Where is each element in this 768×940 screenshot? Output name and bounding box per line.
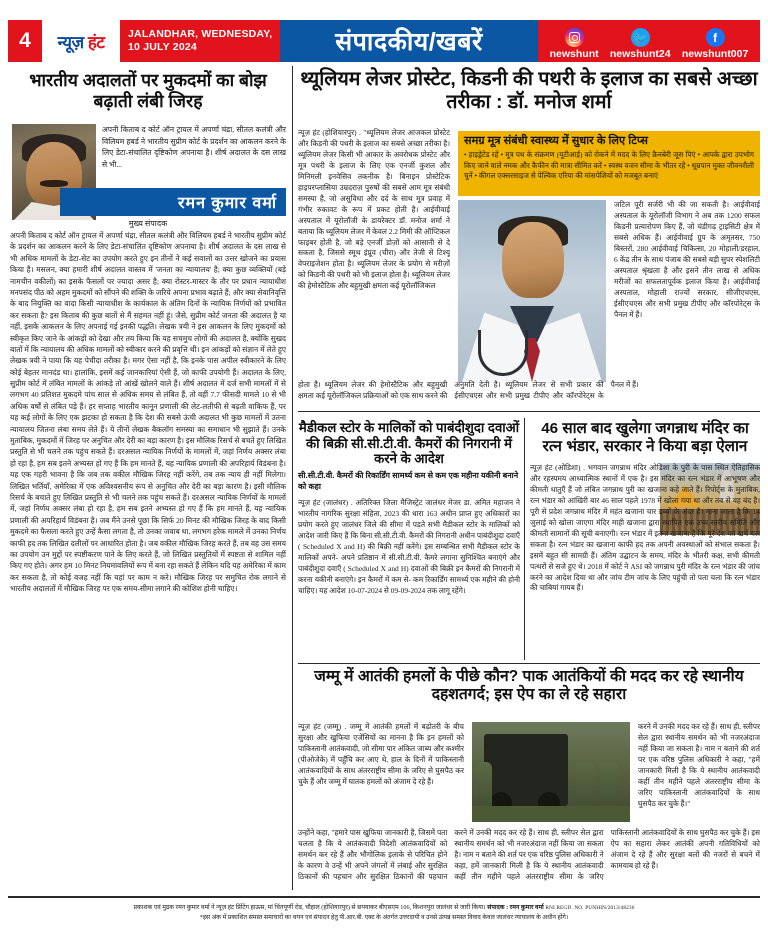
twitter-handle: newshunt24 (609, 48, 671, 60)
section-title: संपादकीय/खबरें (280, 20, 538, 62)
editorial-body: अपनी किताब द कोर्ट ऑन ट्रायल में अपर्णा चंद्रा, सीतल कलंत्री और विलियम हबर्ड ने भारतीय सुप्रीम कोर्ट के प्रदर्शन का आकलन करने के लिए डेटा-संचालित दृष्टिकोण अपनाया है। शीर्ष अदालत के दस लाख से भी अधिक मामलों के डेटा-सेट का उपयोग करते हुए इन तीनों ने कई सवालों का उत्तर खोजने का प्रयास किया है। मसलन, क्या हमारी शीर्ष अदालत वास्तव में 'जनता का न्यायालय' है; क्या कुछ व्यक्तियों (बड़े नामचीन वकीलों) का इसके फैसलों पर ज्यादा असर है; क्या रोस्टर-मास्टर के तौर पर प्रधान न्यायाधीश मनपसंद पीठ को अहम मुकदमों को सौंपने की शक्ति के जरिये अपना प्रभाव बढ़ाते हैं; और क्या सेवानिवृत्ति के बाद नियुक्ति का वादा किसी न्यायाधीश के कार्यकाल के अंतिम दिनों के न्यायिक निर्णयों को प्रभावित कर सकता है? इस किताब की कुछ बातों से मैं सहमत नहीं हूं। जैसे, सुप्रीम कोर्ट जनता की अदालत है या नहीं, इसके आकलन के लिए अपनाई गई इनकी पद्धति। लेखक त्रयी ने इस आकलन के लिए मुकदमों को स्वीकृत किए जाने के आंकड़ों को देखा और तय किया कि यह सचमुच लोगों की अदालत है, क्योंकि सुखद बातों में कि न्यायालय की अधिक मामलों को स्वीकार करने की प्रवृत्ति थी। इन आंकड़ों को संज्ञान में लेते हुए लेखक त्रयी ने पाया कि यह पेचीदा तरीका है। मगर ऐसा नहीं है, कि इनके पास अपील स्वीकारने के लिए कोई बेहतर मानदंड था। हालांकि, इसमें कई जानकारियां ऐसी हैं, जो काफी उपयोगी हैं। अदालत के लिए, सुप्रीम कोर्ट में लंबित मामलों के आंकड़े तो आंखें खोलने वाले हैं। शीर्ष अदालत में दर्ज सभी मामलों में से लगभग 40 प्रतिशत मुकदमे पांच साल से अधिक समय से लंबित हैं, तो वहीं 7.7 फीसदी मामले 10 से भी अधिक वर्षों से लंबित पड़े हैं। हर सप्ताह भारतीय कानून प्रणाली की लेट-लतीफी से बढ़ती वाकिफ हैं, पर यह कई लोगों के लिए एक झटका हो सकता है कि देश की सबसे ऊंची अदालत भी कुछ मामलों में उतना न्यायालय जितना लंबा समय लेते हैं। ये तीनों लेखक बैकलॉग समस्या का समाधान भी सुझाते हैं। उनके मुताबिक, मुकदमों में जिरह पर अनुचित और देरी का बड़ा कारण है। इस मौलिक रिसर्च से बचते हुए लिखित प्रस्तुति से भी चलने तक पहुंच सकते हैं। दरअसल न्यायिक निर्णयों के मामलों में, जहां निर्णय अक्सर लंबा हो रहा है, हम सब इतने अभ्यस्त हो गए हैं कि हम मानते हैं, यह न्यायिक प्रणाली की अपरिहार्य विडंबना है। यह एक गहरी भावना है कि जब तक वकील मौखिक जिरह नहीं करेंगे, तब तक न्याय ही नहीं मिलेगा। लिखित भर्तियाँ, अमेरिका में एक अविश्वसनीय रूप से अनुचित और देरी का बड़ा कारण है। इसी मौलिक रिसर्च के बचाते हुए लिखित प्रस्तुति से भी चलने तक पहुंच सकते हैं। दरअसल न्यायिक निर्णयों के मामलों में, जहां निर्णय अक्सर लंबा हो रहा है, हम सब इतने अभ्यस्त हो गए हैं कि हम मानते हैं, यह न्यायिक प्रणाली की अपरिहार्य विडंबना है। जब मैंने उनसे पूछा कि सिर्फ 20 मिनट की मौखिक जिरह के बाद किसी मुकदमे का फैसला करते हुए उन्हें कैसा लगता है, तो उनका जवाब था, लगभग हरेक मामले में उनका निर्णय काफी हद तक लिखित दलीलों पर आधारित होता है। जब वकील मौखिक जिरह करते हैं, तब वह उस समय का उपयोग उन मुद्दों पर स्पष्टीकरण पाने के लिए करते हैं, जो लिखित प्रस्तुतियों में स्पष्टता से शामिल नहीं किए गए होते। अगर हम 10 मिनट नियमावलियों रूप में बना रहा सकते हैं लेकिन यदि यह अमेरिका में काम कर सकता है, तो कोई वजह नहीं कि यहां पर काम न करे। मौखिक जिरह पर समुचित रोक लगाने से भारतीय अदालतों में मौखिक जिरह पर एक समय-सीमा लगाने की कोशिश होनी चाहिए। (10, 231, 286, 594)
instagram-handle: newshunt (549, 48, 599, 60)
health-tips-body: • हाइड्रेटेड रहें • मूत्र पथ के संक्रमण (यूटीआई) को रोकने में मदद के लिए क्रैनबेरी जूस पिएं • आपके द्वारा उपभोग किए जाने वाले नमक और कैफीन की मात्रा सीमित करें • स्वस्थ वजन सीमा के भीतर रहें • धूम्रपान मुक्त जीवनशैली चुनें • कीगल एक्सरसाइज से पेल्विक एरिया की मांसपेशियों को मजबूत बनाएं (464, 150, 754, 181)
facebook-icon[interactable]: f (706, 28, 725, 47)
social-handles (538, 20, 760, 62)
footer-editor-label: संपादक : रमन कुमार वर्मा (487, 904, 544, 911)
footer-line-2: *इस अंक में प्रकाशित समस्त समाचारों का चयन एवं संपादन हेतु पी.आर.बी. एक्ट के अंतर्गत उत्तरदायी व उनसे उत्पन्न समस्त विवाद केवल जालंधर न्यायालय के अधीन होंगे। (199, 913, 569, 921)
facebook-handle: newshunt007 (681, 48, 749, 60)
author-name: रमन कुमार वर्मा (177, 195, 277, 212)
column-divider-mid (524, 418, 525, 660)
footer-line-1 (8, 903, 760, 913)
medical-body-col3: होता है। थ्यूलियम लेजर की हेमोस्टैटिक और बहुमुखी क्षमता कई यूरोलॉजिकल प्रक्रियाओं को एक साथ करने की अनुमति देती है। थ्यूलियम लेजर से सभी प्रकार की ईसीएचएस और सभी प्रमुख टीपीए और कॉरपोरेट्स के पैनल में हैं। (298, 380, 639, 400)
cctv-headline: मैडीकल स्टोर के मालिकों को पाबंदीशुदा दवाओं की बिक्री सी.सी.टी.वी. कैमरों की निगरानी में करने के आदेश (298, 420, 520, 467)
newspaper-logo (42, 20, 120, 62)
jagannath-headline: 46 साल बाद खुलेगा जगन्नाथ मंदिर का रत्न भंडार, सरकार ने किया बड़ा ऐलान (541, 420, 749, 455)
footer-publisher-text: प्रकाशक एवं मुद्रक रमन कुमार वर्मा ने न्यूज़ हंट प्रिंटिंग हाऊस, मां चिंतपूर्णी रोड, चौहाल (होशियारपुर) से छपवाकर बीएसएम 106, किशनपुरा जालंधर से जारी किया। (133, 904, 486, 911)
edition-city-day: JALANDHAR, WEDNESDAY, (128, 27, 273, 40)
masthead (8, 20, 760, 62)
footer-rni-number: RNI REGD. NO. PUNHIN/2013/48236 (545, 905, 635, 911)
jammu-body-col1: न्यूज़ हंट (जम्मू) . जम्मू में आतंकी हमलों में बढ़ोतरी के बीच सुरक्षा और खुफिया एजेंसियों का मानना है कि इन हमलों को पाकिस्तानी आतंकवादी, जो सीमा पार अंकित जाब्य और कश्मीर (पीओजेके) में पहुँचि कर आए थे, हाल के दिनों में पाकिस्तानी आतंकवादियों के साथ अंतरराष्ट्रीय सीमा के जरिए से घुसपैठ कर चुके हैं और जम्मू में घातक हमलों को अंजाम दे रहे हैं। (298, 722, 464, 786)
editorial-headline: भारतीय अदालतों पर मुकदमों का बोझ बढ़ाती लंबी जिरह (29, 70, 267, 111)
edition-date-value: 10 JULY 2024 (128, 41, 197, 53)
instagram-icon[interactable] (565, 28, 584, 47)
social-twitter[interactable] (610, 28, 671, 60)
army-convoy-photo (472, 722, 630, 822)
jammu-body-col2: करने में उनकी मदद कर रहे हैं। साथ ही, स्लीपर सेल द्वारा स्थानीय समर्थन को भी नजरअंदाज नहीं किया जा सकता है। नाम न बताने की शर्त पर एक वरिष्ठ पुलिस अधिकारी ने कहा, "हमें जानकारी मिली है कि ये स्थानीय आतंकवादी कहीं तीन महीने पहले अंतरराष्ट्रीय सीमा के जरिए पाकिस्तानी आतंकवादियों के साथ घुसपैठ कर चुके हैं।" (638, 722, 760, 808)
logo-text: न्यूज़ हंट (57, 32, 105, 52)
twitter-icon[interactable]: 🐦 (631, 28, 650, 47)
health-tips-box (458, 131, 760, 196)
social-instagram[interactable] (550, 28, 599, 60)
jammu-body-wide: उन्होंने कहा, "हमारे पास खुफिया जानकारी है, जिसमें पता चलता है कि ये आतंकवादी विदेशी आतंकवादियों को समर्थन कर रहे हैं और भौगोलिक इलाके से परिचित होने के कारण वे उन्हें भी अपने जंगलों में लंबाई और सुरक्षित ठिकानों की पहचान और सुरक्षित ठिकानों की पहचान करने में उनकी मदद कर रहे हैं। साथ ही, स्लीपर सेल द्वारा स्थानीय समर्थन को भी नजरअंदाज नहीं किया जा सकता है। नाम न बताने की शर्त पर एक वरिष्ठ पुलिस अधिकारी ने कहा, हमें जानकारी मिली है कि ये स्थानीय आतंकवादी कहीं तीन महीने पहले अंतरराष्ट्रीय सीमा के जरिए पाकिस्तानी आतंकवादियों के साथ घुसपैठ कर चुके हैं। इस ऐप का सहारा लेकर आतंकी अपनी गतिविधियों को अंजाम दे रहे हैं और सुरक्षा बलों की नजरों से बचने में कामयाब हो रहे हैं। (298, 828, 760, 881)
medical-headline: थ्यूलियम लेजर प्रोस्टेट, किडनी की पथरी के इलाज का सबसे अच्छा तरीका : डॉ. मनोज शर्मा (300, 68, 758, 113)
footer-imprint (8, 903, 760, 922)
doctor-portrait (458, 200, 606, 382)
jammu-headline: जम्मू में आतंकी हमलों के पीछे कौन? पाक आतंकियों की मदद कर रहे स्थानीय दहशतगर्द; इस ऐप का ले रहे सहारा (314, 668, 744, 704)
health-tips-title: समग्र मूत्र संबंधी स्वास्थ्य में सुधार के लिए टिप्स (464, 135, 648, 147)
jagannath-body: न्यूज़ हंट (ओडिशा) . भगवान जगन्नाथ मंदिर ओडिशा के पुरी के पास स्थित ऐतिहासिक और रहस्यमय आध्यात्मिक स्थानों में एक है। इस मंदिर का रत्न भंडार में आभूषण और कीमती धातुएँ हैं जो लंबित जगन्नाथ पुरी का खजाना कहे जाते हैं। रिपोर्ट्स के मुताबिक, रत्न भंडार को आखिरी बार 46 साल पहले 1978 में खोला गया था और तब से यह बंद है। पूरी से प्रदेश जगन्नाथ मंदिर में महंत खजाना चार डब्बों के अंदर है। माना जाता है कि 14 जुलाई को खोला जाएगा मंदिर माही खजाना द्वारा स्थापित एक उच्च स्तरीय समिति और कीमती सामानों की सूची बनाएगी। रत्न भंडार में इतना खजाना है कि पूरे देश का खर्च चल सकता है। रत्न भंडार का खजाना काफी हद तक अपनी अवस्थाओं को संभाल सकता है। इसमें बहुत सी सामग्री हैं। अंतिम उद्घाटन के समय, मंदिर के भीतरी कक्ष, सभी कीमती पत्थरों से सजे हुए थे। 2018 में कोर्ट ने ASI को जगन्नाथ पुरी मंदिर के रत्न भंडार की जांच करने का आदेश दिया था और जांच टीम जांच के लिए पहुंची तो पता चला कि रत्न भंडार की चाबियां गायब हैं। (530, 463, 760, 593)
footer-divider (8, 896, 760, 898)
author-name-bar (60, 188, 286, 216)
cctv-subheadline: सी.सी.टी.वी. कैमरों की रिकार्डिंग सामर्थ्य कम से कम एक महीना यकीनी बनाने को कहा (298, 471, 519, 491)
author-role: मुख्य संपादक (128, 219, 168, 228)
cctv-body: न्यूज़ हंट (जालंधर) . अतिरिक्त जिला मैजिस्ट्रेट जालंधर मेजर डा. अमित महाजन ने भारतीय नागरिक सुरक्षा संहिता, 2023 की धारा 163 अधीन प्राप्त हुए अधिकारों का प्रयोग करते हुए जालंधर जिले की सीमा में पड़ते सभी मैडीकल स्टोर के मालिकों को आदेश जारी किए हैं कि बिना सी.सी.टी.वी. कैमरों की निगरानी अधीन पाबंदीशुदा दवाएँ ( Scheduled X and H) की बिक्री नहीं करेंगे। इस सम्बन्धित सभी मैडीकल स्टोर के मालिकों अपने- अपने प्रतिष्ठान में सी.सी.टी.वी. कैमरे लगाना सुनिश्चित बनाएंगे और पाबंदीशुदा दवाएँ ( Scheduled X and H) दवाओं की बिक्री इन कैमरों की निगरानी में करना यकीनी बनाएंगे। इन कैमरों में कम से- कम रिकार्डिंग सामर्थ्य एक महीने की होनी चाहिए। यह आदेश 10-07-2024 से 09-09-2024 तक लागू रहेंगे। (298, 498, 520, 595)
edition-date (120, 20, 280, 62)
medical-body-col1: न्यूज़ हंट (होशियारपुर) . "थ्यूलियम लेजर आजकल प्रोस्टेट और किडनी की पथरी के इलाज का सबसे अच्छा तरीका है। थ्यूलियम लेजर किसी भी आकार के अवरोधक प्रोस्टेट और मूत्र पथरी के इलाज के लिए एक एनर्जी कुशल और मिनिमली इनवेसिव तकनीक है। बिनाइन प्रोस्टेटिक हाइपरप्लासिया उम्रदराज़ पुरुषों की सबसे आम मूत्र संबंधी समस्या है, जो असुविधा और दर्द के साथ मूत्र प्रवाह में गंभीर रुकावट के रूप में प्रकट होती है। आईवीवाई अस्पताल में यूरोलॉजी के डायरेक्टर डॉ. मनोज शर्मा ने बताया कि थ्यूलियम लेजर में केवल 2.2 मिमी की ऑप्टिकल फाइबर होती है, जो बड़े एनर्जी डोज़ों को आसानी से दे सकता है, जिससे स्मूथ इंप्रूव (चीरा) और तेजी से टिश्यू वेपराइजेशन होता है। थ्यूलियम लेजर के प्रयोग से मरीज़ों को किडनी की पथरी को भी इलाज होता है। थ्यूलियम लेजर की हेमोस्टैटिक और बहुमुखी क्षमता कई यूरोलॉजिकल (298, 128, 450, 291)
medical-body-col2: जटिल पूरी सर्जरी भी की जा सकती है। आईवीवाई अस्पताल के यूरोलॉजी विभाग ने अब तक 1200 सफल किडनी प्रत्यारोपण किए हैं, जो चंडीगढ़ ट्राइसिटी क्षेत्र में सबसे अधिक हैं। आईवीवाई ग्रुप के अमृतसर, 750 बिस्तरों, 280 आईवीवाई चिकित्सा, 20 मोहाली/डरहाल, 6 केंद्र तीन के साथ पंजाब की सबसे बड़ी सुपर स्पेशलिटी अस्पताल श्रृंखला है और इसने तीन लाख से अधिक मरीजों का सफलतापूर्वक इलाज किया है। आईवीवाई अस्पताल, मोहाली राज्यों सरकार, सीजीएचएस, ईसीएचएस और सभी प्रमुख टीपीए और कॉरपोरेट्स के पैनल में हैं। (614, 200, 760, 319)
page-number: 4 (8, 20, 42, 62)
section-divider-mid (298, 663, 760, 664)
editorial-lead: अपनी किताब द कोर्ट ऑन ट्रायल में अपर्णा चंद्रा, सीतल कलंत्री और विलियम हबर्ड ने भारतीय सुप्रीम कोर्ट के प्रदर्शन का आकलन करने के लिए डेटा-संचालित दृष्टिकोण अपनाया है। शीर्ष अदालत के दस लाख से भी... (102, 125, 286, 169)
column-divider-left (292, 66, 293, 890)
social-facebook[interactable] (682, 28, 749, 60)
